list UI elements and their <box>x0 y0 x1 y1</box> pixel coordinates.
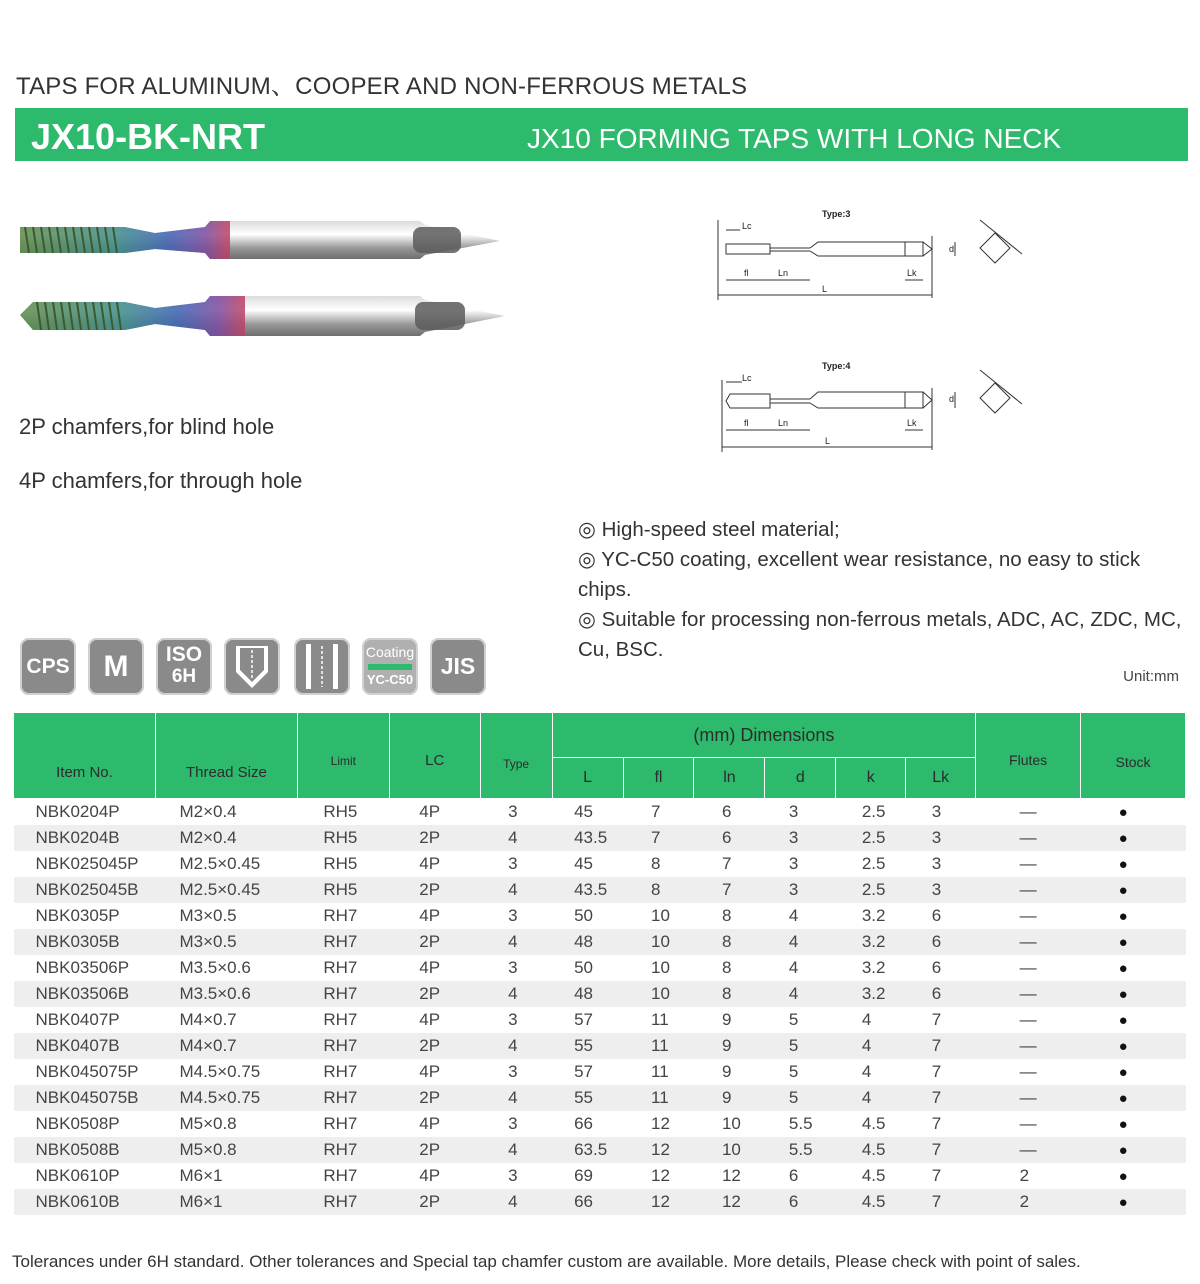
through-hole-icon <box>294 638 350 695</box>
cell-dim-d: 5.5 <box>765 1137 836 1163</box>
cell-dim-ln: 8 <box>694 929 765 955</box>
cell-item-no: NBK0610P <box>14 1163 156 1189</box>
cell-stock: ● <box>1081 1033 1186 1059</box>
type3-lc-label: Lc <box>742 221 752 231</box>
cell-thread-size: M4.5×0.75 <box>155 1059 297 1085</box>
cell-thread-size: M3.5×0.6 <box>155 955 297 981</box>
iso-badge-top: ISO <box>165 643 203 666</box>
cell-lc: 4P <box>389 1007 480 1033</box>
cell-lc: 4P <box>389 955 480 981</box>
cell-limit: RH7 <box>297 1059 389 1085</box>
cell-item-no: NBK0407P <box>14 1007 156 1033</box>
coating-badge-top: Coating <box>365 644 415 660</box>
iso-badge-bottom: 6H <box>171 666 197 687</box>
type4-l-label: L <box>825 436 831 446</box>
cell-type: 3 <box>480 1059 552 1085</box>
cell-item-no: NBK0204P <box>14 799 156 826</box>
cell-dim-k: 4.5 <box>836 1111 906 1137</box>
cell-dim-l: 66 <box>552 1189 623 1215</box>
cell-flutes: 2 <box>976 1189 1081 1215</box>
cell-dim-lk: 6 <box>906 981 976 1007</box>
cell-dim-lk: 3 <box>906 877 976 903</box>
cell-dim-fl: 10 <box>623 903 694 929</box>
cell-type: 3 <box>480 955 552 981</box>
cell-dim-d: 4 <box>765 929 836 955</box>
table-row <box>14 1137 1186 1163</box>
jis-badge <box>430 638 486 695</box>
cell-flutes: — <box>976 851 1081 877</box>
cell-limit: RH5 <box>297 851 389 877</box>
cell-type: 4 <box>480 1137 552 1163</box>
header-stock: Stock <box>1081 713 1186 799</box>
tap-2p <box>20 221 500 259</box>
cell-dim-ln: 9 <box>694 1085 765 1111</box>
cps-badge <box>20 638 76 695</box>
header-dim-ln: ln <box>694 758 765 799</box>
coating-badge-bottom: YC-C50 <box>366 672 414 687</box>
cell-limit: RH5 <box>297 799 389 826</box>
cell-lc: 2P <box>389 1189 480 1215</box>
cell-thread-size: M3×0.5 <box>155 903 297 929</box>
cell-dim-lk: 6 <box>906 903 976 929</box>
cell-dim-ln: 8 <box>694 903 765 929</box>
cell-type: 3 <box>480 903 552 929</box>
table-row <box>14 981 1186 1007</box>
table-row <box>14 851 1186 877</box>
cell-dim-k: 3.2 <box>836 955 906 981</box>
cell-flutes: — <box>976 877 1081 903</box>
header-dim-k: k <box>836 758 906 799</box>
feature-coating: ◎ YC-C50 coating, excellent wear resistance, no easy to stick chips. <box>578 548 1141 601</box>
cell-limit: RH7 <box>297 981 389 1007</box>
cell-thread-size: M5×0.8 <box>155 1111 297 1137</box>
cell-dim-d: 4 <box>765 955 836 981</box>
cell-stock: ● <box>1081 825 1186 851</box>
table-row <box>14 825 1186 851</box>
cell-limit: RH7 <box>297 903 389 929</box>
cell-dim-ln: 6 <box>694 799 765 826</box>
cell-item-no: NBK045075B <box>14 1085 156 1111</box>
cell-dim-d: 4 <box>765 903 836 929</box>
cell-item-no: NBK0204B <box>14 825 156 851</box>
cell-type: 4 <box>480 1189 552 1215</box>
cell-dim-lk: 3 <box>906 825 976 851</box>
cell-thread-size: M6×1 <box>155 1163 297 1189</box>
m-badge-text: M <box>103 650 129 683</box>
cell-dim-ln: 12 <box>694 1189 765 1215</box>
table-row <box>14 955 1186 981</box>
cell-dim-ln: 6 <box>694 825 765 851</box>
header-lc: LC <box>389 713 480 799</box>
cell-dim-l: 50 <box>552 903 623 929</box>
cell-dim-lk: 3 <box>906 851 976 877</box>
cell-stock: ● <box>1081 1007 1186 1033</box>
feature-applications: ◎ Suitable for processing non-ferrous metals, ADC, AC, ZDC, MC, Cu, BSC. <box>578 608 1182 661</box>
type3-label: Type:3 <box>822 209 851 219</box>
cell-dim-d: 3 <box>765 877 836 903</box>
cell-thread-size: M2×0.4 <box>155 825 297 851</box>
header-dim-fl: fl <box>623 758 694 799</box>
cell-dim-d: 3 <box>765 799 836 826</box>
cell-dim-lk: 6 <box>906 929 976 955</box>
cell-lc: 4P <box>389 1059 480 1085</box>
cell-lc: 2P <box>389 877 480 903</box>
cell-limit: RH5 <box>297 825 389 851</box>
cell-type: 4 <box>480 877 552 903</box>
cell-dim-ln: 10 <box>694 1137 765 1163</box>
cell-stock: ● <box>1081 877 1186 903</box>
cell-dim-k: 2.5 <box>836 825 906 851</box>
cell-thread-size: M2.5×0.45 <box>155 851 297 877</box>
cell-flutes: — <box>976 1059 1081 1085</box>
cell-stock: ● <box>1081 955 1186 981</box>
cell-item-no: NBK0610B <box>14 1189 156 1215</box>
cell-dim-l: 55 <box>552 1085 623 1111</box>
cell-dim-ln: 7 <box>694 851 765 877</box>
cell-dim-d: 6 <box>765 1163 836 1189</box>
cell-item-no: NBK0407B <box>14 1033 156 1059</box>
cell-type: 4 <box>480 825 552 851</box>
cell-flutes: — <box>976 1033 1081 1059</box>
cell-dim-fl: 7 <box>623 825 694 851</box>
cell-dim-k: 4 <box>836 1059 906 1085</box>
note-2p-chamfer: 2P chamfers,for blind hole <box>19 414 275 439</box>
cell-item-no: NBK0508B <box>14 1137 156 1163</box>
cell-dim-lk: 7 <box>906 1137 976 1163</box>
cell-dim-fl: 11 <box>623 1007 694 1033</box>
cell-dim-l: 45 <box>552 799 623 826</box>
header-thread-size: Thread Size <box>155 713 297 799</box>
header-limit: Limit <box>297 713 389 799</box>
table-row <box>14 1163 1186 1189</box>
cell-dim-lk: 7 <box>906 1163 976 1189</box>
jis-badge-text: JIS <box>440 653 476 679</box>
type4-lk-label: Lk <box>907 418 917 428</box>
cell-dim-l: 43.5 <box>552 825 623 851</box>
cell-flutes: — <box>976 825 1081 851</box>
cell-dim-ln: 8 <box>694 955 765 981</box>
type3-d-label: d <box>949 244 955 254</box>
cell-dim-l: 57 <box>552 1007 623 1033</box>
cell-thread-size: M4×0.7 <box>155 1007 297 1033</box>
cell-dim-fl: 12 <box>623 1111 694 1137</box>
cell-thread-size: M3×0.5 <box>155 929 297 955</box>
cell-thread-size: M5×0.8 <box>155 1137 297 1163</box>
cell-stock: ● <box>1081 799 1186 826</box>
cell-dim-fl: 8 <box>623 877 694 903</box>
cell-stock: ● <box>1081 1137 1186 1163</box>
model-code: JX10-BK-NRT <box>31 116 266 157</box>
cell-dim-fl: 12 <box>623 1163 694 1189</box>
cell-dim-d: 3 <box>765 851 836 877</box>
cell-lc: 4P <box>389 1111 480 1137</box>
type4-label: Type:4 <box>822 361 851 371</box>
cell-thread-size: M4.5×0.75 <box>155 1085 297 1111</box>
header-dim-lk: Lk <box>906 758 976 799</box>
cell-dim-k: 4.5 <box>836 1189 906 1215</box>
cell-limit: RH7 <box>297 1111 389 1137</box>
cell-lc: 4P <box>389 851 480 877</box>
cell-type: 3 <box>480 1111 552 1137</box>
header-dim-l: L <box>552 758 623 799</box>
feature-list <box>578 515 1183 665</box>
header-flutes: Flutes <box>976 713 1081 799</box>
footer-note: Tolerances under 6H standard. Other tolerances and Special tap chamfer custom are available. More details, Please check with point of sales. <box>12 1252 1081 1271</box>
cell-lc: 4P <box>389 1163 480 1189</box>
cell-dim-k: 4 <box>836 1085 906 1111</box>
cell-dim-l: 63.5 <box>552 1137 623 1163</box>
cell-lc: 4P <box>389 799 480 826</box>
cell-flutes: — <box>976 1007 1081 1033</box>
cell-item-no: NBK0508P <box>14 1111 156 1137</box>
cps-badge-text: CPS <box>26 655 70 678</box>
cell-dim-k: 2.5 <box>836 851 906 877</box>
cell-dim-ln: 9 <box>694 1033 765 1059</box>
cell-dim-l: 66 <box>552 1111 623 1137</box>
table-row <box>14 929 1186 955</box>
type4-lc-label: Lc <box>742 373 752 383</box>
model-banner <box>15 108 1188 161</box>
cell-dim-fl: 11 <box>623 1033 694 1059</box>
cell-type: 3 <box>480 799 552 826</box>
cell-dim-d: 5 <box>765 1085 836 1111</box>
cell-thread-size: M4×0.7 <box>155 1033 297 1059</box>
cell-limit: RH7 <box>297 955 389 981</box>
cell-dim-k: 4 <box>836 1007 906 1033</box>
type4-fl-label: fl <box>744 418 749 428</box>
cell-dim-l: 48 <box>552 929 623 955</box>
cell-dim-ln: 12 <box>694 1163 765 1189</box>
cell-item-no: NBK03506P <box>14 955 156 981</box>
table-row <box>14 903 1186 929</box>
cell-flutes: — <box>976 1137 1081 1163</box>
iso-6h-badge <box>156 638 212 695</box>
cell-dim-d: 3 <box>765 825 836 851</box>
product-table <box>13 712 1186 1215</box>
cell-dim-lk: 7 <box>906 1059 976 1085</box>
header-dimensions: (mm) Dimensions <box>552 713 976 758</box>
cell-dim-fl: 10 <box>623 981 694 1007</box>
cell-limit: RH7 <box>297 1085 389 1111</box>
cell-dim-ln: 9 <box>694 1059 765 1085</box>
table-row <box>14 1189 1186 1215</box>
cell-lc: 2P <box>389 929 480 955</box>
cell-dim-k: 4.5 <box>836 1163 906 1189</box>
cell-type: 4 <box>480 981 552 1007</box>
type3-ln-label: Ln <box>778 268 789 278</box>
type3-fl-label: fl <box>744 268 749 278</box>
cell-stock: ● <box>1081 1163 1186 1189</box>
cell-type: 4 <box>480 929 552 955</box>
cell-item-no: NBK025045B <box>14 877 156 903</box>
header-item-no: Item No. <box>14 713 156 799</box>
cell-dim-l: 69 <box>552 1163 623 1189</box>
cell-flutes: — <box>976 929 1081 955</box>
cell-dim-d: 5.5 <box>765 1111 836 1137</box>
cell-dim-k: 4 <box>836 1033 906 1059</box>
cell-dim-d: 6 <box>765 1189 836 1215</box>
cell-limit: RH7 <box>297 1033 389 1059</box>
cell-dim-d: 5 <box>765 1059 836 1085</box>
cell-dim-k: 2.5 <box>836 799 906 826</box>
cell-dim-k: 3.2 <box>836 981 906 1007</box>
cell-dim-l: 45 <box>552 851 623 877</box>
cell-dim-fl: 11 <box>623 1059 694 1085</box>
cell-flutes: — <box>976 1111 1081 1137</box>
coating-badge <box>362 638 418 695</box>
m-badge <box>88 638 144 695</box>
cell-stock: ● <box>1081 903 1186 929</box>
feature-material: ◎ High-speed steel material; <box>578 518 840 541</box>
cell-stock: ● <box>1081 1189 1186 1215</box>
cell-stock: ● <box>1081 981 1186 1007</box>
cell-lc: 2P <box>389 825 480 851</box>
tap-4p <box>20 296 505 336</box>
type4-diagram <box>700 352 1040 462</box>
cell-lc: 2P <box>389 1085 480 1111</box>
cell-dim-fl: 10 <box>623 929 694 955</box>
cell-stock: ● <box>1081 1111 1186 1137</box>
cell-dim-d: 5 <box>765 1033 836 1059</box>
cell-dim-l: 50 <box>552 955 623 981</box>
cell-stock: ● <box>1081 851 1186 877</box>
cell-dim-fl: 11 <box>623 1085 694 1111</box>
cell-flutes: — <box>976 799 1081 826</box>
cell-item-no: NBK0305P <box>14 903 156 929</box>
cell-limit: RH7 <box>297 929 389 955</box>
type3-lk-label: Lk <box>907 268 917 278</box>
cell-type: 3 <box>480 851 552 877</box>
cell-dim-lk: 7 <box>906 1033 976 1059</box>
cell-stock: ● <box>1081 929 1186 955</box>
cell-dim-fl: 12 <box>623 1137 694 1163</box>
cell-stock: ● <box>1081 1085 1186 1111</box>
cell-dim-lk: 7 <box>906 1007 976 1033</box>
cell-type: 4 <box>480 1085 552 1111</box>
cell-limit: RH5 <box>297 877 389 903</box>
table-row <box>14 1111 1186 1137</box>
cell-dim-ln: 8 <box>694 981 765 1007</box>
cell-dim-fl: 7 <box>623 799 694 826</box>
cell-stock: ● <box>1081 1059 1186 1085</box>
type4-d-label: d <box>949 394 955 404</box>
product-description: JX10 FORMING TAPS WITH LONG NECK <box>527 123 1062 154</box>
note-4p-chamfer: 4P chamfers,for through hole <box>19 468 303 493</box>
cell-thread-size: M2.5×0.45 <box>155 877 297 903</box>
cell-dim-l: 48 <box>552 981 623 1007</box>
cell-dim-ln: 10 <box>694 1111 765 1137</box>
cell-flutes: — <box>976 1085 1081 1111</box>
cell-dim-l: 55 <box>552 1033 623 1059</box>
cell-dim-l: 57 <box>552 1059 623 1085</box>
cell-limit: RH7 <box>297 1189 389 1215</box>
cell-dim-ln: 9 <box>694 1007 765 1033</box>
cell-item-no: NBK025045P <box>14 851 156 877</box>
cell-item-no: NBK03506B <box>14 981 156 1007</box>
cell-dim-lk: 7 <box>906 1111 976 1137</box>
cell-limit: RH7 <box>297 1007 389 1033</box>
cell-flutes: 2 <box>976 1163 1081 1189</box>
cell-dim-k: 3.2 <box>836 929 906 955</box>
cell-lc: 2P <box>389 1137 480 1163</box>
category-title: TAPS FOR ALUMINUM、COOPER AND NON-FERROUS METALS <box>16 73 748 100</box>
cell-dim-lk: 7 <box>906 1085 976 1111</box>
cell-type: 3 <box>480 1163 552 1189</box>
cell-item-no: NBK0305B <box>14 929 156 955</box>
cell-flutes: — <box>976 903 1081 929</box>
cell-thread-size: M6×1 <box>155 1189 297 1215</box>
cell-lc: 2P <box>389 981 480 1007</box>
header-type: Type <box>480 713 552 799</box>
cell-lc: 2P <box>389 1033 480 1059</box>
table-row <box>14 799 1186 826</box>
table-row <box>14 1059 1186 1085</box>
cell-dim-d: 4 <box>765 981 836 1007</box>
cell-dim-d: 5 <box>765 1007 836 1033</box>
cell-limit: RH7 <box>297 1163 389 1189</box>
table-row <box>14 1085 1186 1111</box>
unit-label: Unit:mm <box>1123 668 1179 685</box>
header-dim-d: d <box>765 758 836 799</box>
table-row <box>14 877 1186 903</box>
type3-diagram <box>700 200 1040 310</box>
cell-item-no: NBK045075P <box>14 1059 156 1085</box>
cell-dim-k: 2.5 <box>836 877 906 903</box>
cell-dim-k: 3.2 <box>836 903 906 929</box>
cell-dim-fl: 12 <box>623 1189 694 1215</box>
cell-dim-ln: 7 <box>694 877 765 903</box>
cell-type: 4 <box>480 1033 552 1059</box>
cell-flutes: — <box>976 955 1081 981</box>
type3-l-label: L <box>822 284 828 294</box>
cell-type: 3 <box>480 1007 552 1033</box>
cell-flutes: — <box>976 981 1081 1007</box>
cell-thread-size: M3.5×0.6 <box>155 981 297 1007</box>
type4-ln-label: Ln <box>778 418 789 428</box>
cell-lc: 4P <box>389 903 480 929</box>
cell-dim-fl: 8 <box>623 851 694 877</box>
cell-dim-l: 43.5 <box>552 877 623 903</box>
cell-limit: RH7 <box>297 1137 389 1163</box>
cell-thread-size: M2×0.4 <box>155 799 297 826</box>
cell-dim-lk: 7 <box>906 1189 976 1215</box>
cell-dim-fl: 10 <box>623 955 694 981</box>
blind-hole-icon <box>224 638 280 695</box>
cell-dim-lk: 6 <box>906 955 976 981</box>
cell-dim-k: 4.5 <box>836 1137 906 1163</box>
tap-product-photo <box>15 205 515 340</box>
table-row <box>14 1033 1186 1059</box>
cell-dim-lk: 3 <box>906 799 976 826</box>
table-row <box>14 1007 1186 1033</box>
